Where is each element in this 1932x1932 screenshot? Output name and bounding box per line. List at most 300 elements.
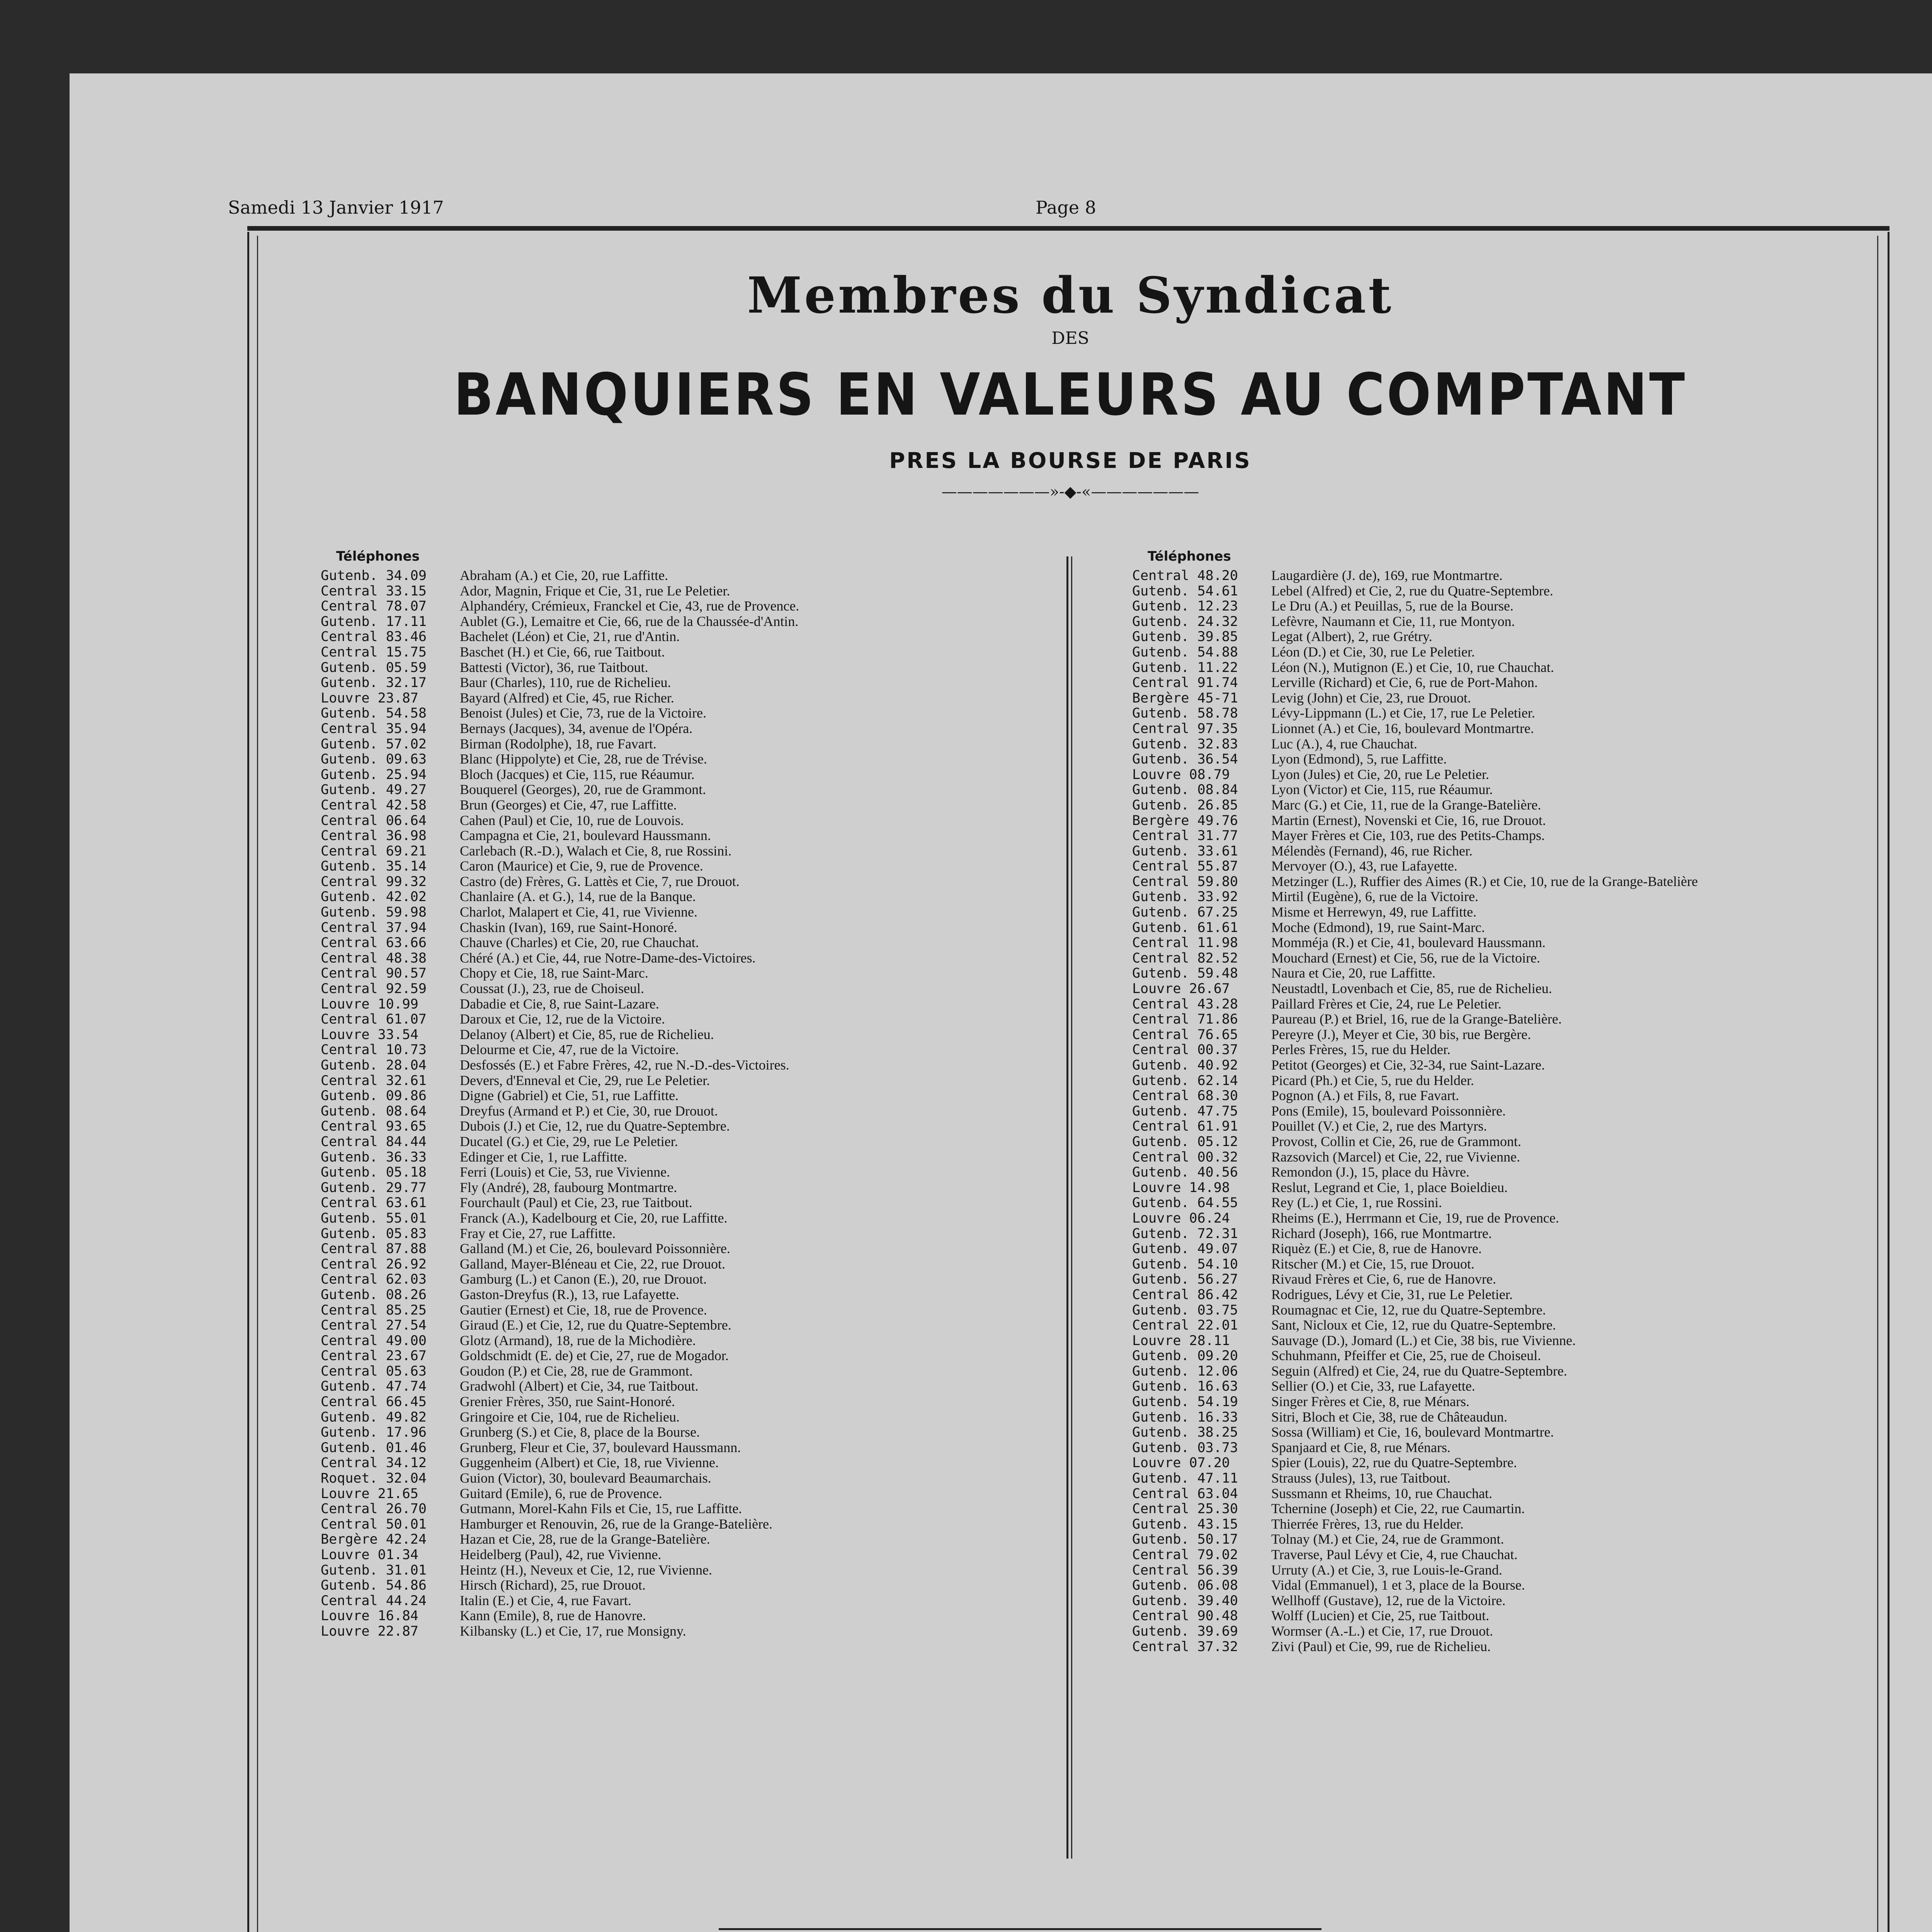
member-phone: Gutenb. 06.08 [1132,1578,1238,1593]
member-phone: Gutenb. 54.58 [321,706,427,721]
member-phone: Central 48.20 [1132,568,1238,583]
member-name: Gaston-Dreyfus (R.), 13, rue Lafayette. [460,1287,679,1302]
member-name: Ferri (Louis) et Cie, 53, rue Vivienne. [460,1165,670,1180]
member-phone: Gutenb. 32.83 [1132,736,1238,752]
member-entry [321,706,1039,721]
title-ornament: ———————»-◆-«——————— [941,483,1199,501]
header-rule [247,226,1889,231]
member-entry [321,859,1039,874]
member-phone: Gutenb. 08.64 [321,1103,427,1119]
member-phone: Central 76.65 [1132,1027,1238,1043]
member-phone: Central 26.70 [321,1501,427,1517]
member-entry [1132,645,1851,660]
member-phone: Gutenb. 57.02 [321,736,427,752]
member-name: Gautier (Ernest) et Cie, 18, rue de Provence. [460,1302,707,1318]
member-entry [1132,1257,1851,1272]
member-phone: Central 15.75 [321,644,427,660]
member-name: Grunberg (S.) et Cie, 8, place de la Bourse. [460,1425,700,1440]
member-name: Galland (M.) et Cie, 26, boulevard Poissonnière. [460,1241,730,1257]
member-entry [321,1440,1039,1456]
members-column-left [321,549,1039,1639]
member-entry [1132,798,1851,813]
member-phone: Louvre 26.67 [1132,981,1230,997]
member-name: Chauve (Charles) et Cie, 20, rue Chauchat. [460,935,699,951]
member-name: Lévy-Lippmann (L.) et Cie, 17, rue Le Peletier. [1271,706,1535,721]
member-name: Galland, Mayer-Bléneau et Cie, 22, rue Drouot. [460,1256,726,1272]
member-phone: Louvre 23.87 [321,690,418,706]
member-phone: Central 35.94 [321,721,427,736]
member-entry [1132,966,1851,981]
member-entry [1132,568,1851,583]
member-entry [1132,1134,1851,1150]
member-name: Perles Frères, 15, rue du Helder. [1271,1042,1451,1058]
member-phone: Bergère 49.76 [1132,813,1238,828]
member-phone: Central 06.64 [321,813,427,828]
member-name: Lionnet (A.) et Cie, 16, boulevard Montmartre. [1271,721,1534,736]
member-name: Gamburg (L.) et Canon (E.), 20, rue Drouot. [460,1272,707,1287]
member-entry [321,1272,1039,1287]
member-phone: Central 23.67 [321,1348,427,1364]
member-phone: Roquet. 32.04 [321,1471,427,1486]
member-entry [321,1501,1039,1517]
member-phone: Central 66.45 [321,1394,427,1410]
member-phone: Central 79.02 [1132,1547,1238,1563]
member-name: Devers, d'Enneval et Cie, 29, rue Le Peletier. [460,1073,710,1088]
member-name: Ritscher (M.) et Cie, 15, rue Drouot. [1271,1256,1475,1272]
member-entry [1132,1104,1851,1119]
member-entry [321,1150,1039,1165]
member-entry [1132,997,1851,1012]
member-name: Gradwohl (Albert) et Cie, 34, rue Taitbout. [460,1379,699,1394]
member-name: Fly (André), 28, faubourg Montmartre. [460,1180,677,1195]
member-name: Carlebach (R.-D.), Walach et Cie, 8, rue Rossini. [460,843,732,859]
member-phone: Gutenb. 01.46 [321,1440,427,1456]
column-divider-2 [1071,556,1072,1859]
member-phone: Gutenb. 47.11 [1132,1471,1238,1486]
member-entry [321,1333,1039,1349]
member-entry [321,828,1039,844]
member-phone: Central 62.03 [321,1272,427,1287]
member-phone: Central 36.98 [321,828,427,844]
member-phone: Gutenb. 05.12 [1132,1134,1238,1150]
member-phone: Gutenb. 08.26 [321,1287,427,1303]
member-name: Blanc (Hippolyte) et Cie, 28, rue de Trévise. [460,752,707,767]
member-phone: Gutenb. 50.17 [1132,1532,1238,1547]
member-entry [321,1348,1039,1364]
member-entry [321,1455,1039,1471]
member-entry [1132,599,1851,614]
member-phone: Central 48.38 [321,950,427,966]
telephones-header: Téléphones [336,549,420,564]
member-name: Edinger et Cie, 1, rue Laffitte. [460,1149,628,1165]
member-phone: Gutenb. 28.04 [321,1058,427,1073]
member-entry [1132,736,1851,752]
member-name: Luc (A.), 4, rue Chauchat. [1271,736,1417,752]
member-entry [321,1088,1039,1104]
member-name: Vidal (Emmanuel), 1 et 3, place de la Bourse. [1271,1578,1525,1593]
member-phone: Gutenb. 03.75 [1132,1302,1238,1318]
member-name: Castro (de) Frères, G. Lattès et Cie, 7, rue Drouot. [460,874,740,889]
member-name: Tchernine (Joseph) et Cie, 22, rue Caumartin. [1271,1501,1525,1517]
member-phone: Central 85.25 [321,1302,427,1318]
running-header [228,197,1658,224]
member-phone: Central 61.91 [1132,1119,1238,1134]
member-phone: Central 32.61 [321,1073,427,1088]
member-name: Léon (N.), Mutignon (E.) et Cie, 10, rue Chauchat. [1271,660,1554,675]
member-name: Kann (Emile), 8, rue de Hanovre. [460,1608,646,1624]
member-name: Dubois (J.) et Cie, 12, rue du Quatre-Septembre. [460,1119,730,1134]
member-phone: Central 00.32 [1132,1149,1238,1165]
member-phone: Central 78.07 [321,599,427,614]
member-entry [321,1394,1039,1410]
member-entry [1132,1287,1851,1303]
member-phone: Central 49.00 [321,1333,427,1349]
member-phone: Central 90.48 [1132,1608,1238,1624]
member-phone: Central 42.58 [321,797,427,813]
member-name: Schuhmann, Pfeiffer et Cie, 25, rue de Choiseul. [1271,1348,1541,1364]
member-name: Riquèz (E.) et Cie, 8, rue de Hanovre. [1271,1241,1482,1257]
member-name: Pouillet (V.) et Cie, 2, rue des Martyrs. [1271,1119,1487,1134]
member-phone: Gutenb. 05.83 [321,1226,427,1242]
member-name: Roumagnac et Cie, 12, rue du Quatre-Septembre. [1271,1302,1546,1318]
member-entry [1132,1517,1851,1532]
member-phone: Central 43.28 [1132,996,1238,1012]
member-name: Traverse, Paul Lévy et Cie, 4, rue Chauchat. [1271,1547,1518,1562]
member-phone: Central 71.86 [1132,1012,1238,1027]
member-name: Aublet (G.), Lemaitre et Cie, 66, rue de la Chaussée-d'Antin. [460,614,799,629]
member-entry [1132,1333,1851,1349]
member-name: Heidelberg (Paul), 42, rue Vivienne. [460,1547,662,1562]
member-phone: Central 83.46 [321,629,427,645]
member-entry [321,1241,1039,1257]
member-entry [321,1195,1039,1211]
member-name: Lerville (Richard) et Cie, 6, rue de Port-Mahon. [1271,675,1538,690]
member-entry [321,1563,1039,1578]
member-name: Thierrée Frères, 13, rue du Helder. [1271,1516,1464,1532]
member-entry [1132,1486,1851,1502]
member-entry [1132,828,1851,844]
member-name: Bayard (Alfred) et Cie, 45, rue Richer. [460,690,674,706]
member-entry [1132,1578,1851,1593]
member-phone: Central 10.73 [321,1042,427,1058]
member-phone: Gutenb. 49.82 [321,1409,427,1425]
member-entry [321,614,1039,629]
member-name: Lebel (Alfred) et Cie, 2, rue du Quatre-Septembre. [1271,583,1553,599]
member-phone: Louvre 10.99 [321,996,418,1012]
member-name: Marc (G.) et Cie, 11, rue de la Grange-Batelière. [1271,797,1541,813]
member-phone: Gutenb. 49.07 [1132,1241,1238,1257]
member-phone: Central 68.30 [1132,1088,1238,1104]
member-entry [321,798,1039,813]
member-name: Sussmann et Rheims, 10, rue Chauchat. [1271,1486,1492,1501]
member-phone: Gutenb. 16.63 [1132,1379,1238,1395]
member-phone: Central 31.77 [1132,828,1238,844]
member-name: Goldschmidt (E. de) et Cie, 27, rue de Mogador. [460,1348,729,1364]
member-phone: Gutenb. 32.17 [321,675,427,690]
member-name: Mervoyer (O.), 43, rue Lafayette. [1271,859,1458,874]
member-entry [1132,1563,1851,1578]
member-name: Martin (Ernest), Novenski et Cie, 16, rue Drouot. [1271,813,1546,828]
member-phone: Gutenb. 05.18 [321,1165,427,1180]
member-entry [321,1211,1039,1226]
member-entry [321,1379,1039,1394]
member-entry [1132,981,1851,997]
title-membres: Membres du Syndicat [747,267,1394,325]
member-name: Levig (John) et Cie, 23, rue Drouot. [1271,690,1471,706]
member-phone: Louvre 28.11 [1132,1333,1230,1349]
member-name: Kilbansky (L.) et Cie, 17, rue Monsigny. [460,1623,686,1639]
member-phone: Gutenb. 64.55 [1132,1195,1238,1211]
member-entry [321,1104,1039,1119]
member-name: Provost, Collin et Cie, 26, rue de Grammont. [1271,1134,1521,1149]
member-name: Sossa (William) et Cie, 16, boulevard Montmartre. [1271,1425,1554,1440]
member-entry [1132,1303,1851,1318]
member-entry [321,752,1039,767]
member-entry [321,1517,1039,1532]
member-name: Heintz (H.), Neveux et Cie, 12, rue Vivienne. [460,1562,712,1578]
member-name: Delanoy (Albert) et Cie, 85, rue de Richelieu. [460,1027,714,1042]
member-phone: Gutenb. 39.69 [1132,1623,1238,1639]
member-entry [321,874,1039,889]
header-page: Page 8 [1036,197,1096,218]
member-name: Fray et Cie, 27, rue Laffitte. [460,1226,616,1241]
member-entry [321,1165,1039,1180]
member-entry [1132,1211,1851,1226]
member-name: Legat (Albert), 2, rue Grétry. [1271,629,1432,645]
member-phone: Gutenb. 58.78 [1132,706,1238,721]
member-name: Guion (Victor), 30, boulevard Beaumarchais. [460,1471,711,1486]
member-name: Glotz (Armand), 18, rue de la Michodière. [460,1333,696,1348]
member-name: Seguin (Alfred) et Cie, 24, rue du Quatre-Septembre. [1271,1363,1567,1379]
member-entry [321,997,1039,1012]
member-name: Misme et Herrewyn, 49, rue Laffitte. [1271,905,1477,920]
member-entry [1132,1073,1851,1088]
member-name: Dabadie et Cie, 8, rue Saint-Lazare. [460,996,659,1012]
member-entry [321,645,1039,660]
member-name: Léon (D.) et Cie, 30, rue Le Peletier. [1271,644,1475,660]
member-name: Metzinger (L.), Ruffier des Aimes (R.) et Cie, 10, rue de la Grange-Batelière [1271,874,1698,889]
member-entry [321,568,1039,583]
member-phone: Gutenb. 25.94 [321,767,427,782]
member-entry [1132,690,1851,706]
member-phone: Gutenb. 33.92 [1132,889,1238,905]
member-name: Baur (Charles), 110, rue de Richelieu. [460,675,671,690]
member-name: Strauss (Jules), 13, rue Taitbout. [1271,1471,1451,1486]
member-entry [321,844,1039,859]
member-phone: Gutenb. 49.27 [321,782,427,798]
member-entry [1132,889,1851,905]
member-name: Naura et Cie, 20, rue Laffitte. [1271,966,1436,981]
member-phone: Gutenb. 38.25 [1132,1425,1238,1440]
member-entry [321,1593,1039,1609]
member-name: Petitot (Georges) et Cie, 32-34, rue Saint-Lazare. [1271,1058,1545,1073]
member-phone: Central 50.01 [321,1516,427,1532]
member-entry [321,1578,1039,1593]
member-phone: Central 93.65 [321,1119,427,1134]
member-name: Daroux et Cie, 12, rue de la Victoire. [460,1012,665,1027]
member-phone: Gutenb. 09.63 [321,752,427,767]
member-entry [321,1410,1039,1425]
member-entry [1132,1501,1851,1517]
member-entry [321,1012,1039,1027]
member-name: Laugardière (J. de), 169, rue Montmartre. [1271,568,1503,583]
member-phone: Central 86.42 [1132,1287,1238,1303]
member-entry [1132,813,1851,828]
member-phone: Central 63.66 [321,935,427,951]
member-name: Bouquerel (Georges), 20, rue de Grammont. [460,782,706,798]
member-entry [1132,1624,1851,1639]
member-name: Lefèvre, Naumann et Cie, 11, rue Montyon. [1271,614,1515,629]
member-entry [1132,782,1851,798]
member-entry [321,1042,1039,1058]
member-name: Italin (E.) et Cie, 4, rue Favart. [460,1593,631,1608]
member-entry [1132,1180,1851,1196]
member-phone: Louvre 22.87 [321,1623,418,1639]
member-name: Rivaud Frères et Cie, 6, rue de Hanovre. [1271,1272,1496,1287]
member-name: Wormser (A.-L.) et Cie, 17, rue Drouot. [1271,1623,1493,1639]
member-phone: Central 90.57 [321,966,427,981]
member-name: Hamburger et Renouvin, 26, rue de la Grange-Batelière. [460,1516,773,1532]
member-phone: Gutenb. 35.14 [321,859,427,874]
member-phone: Louvre 01.34 [321,1547,418,1563]
member-name: Chopy et Cie, 18, rue Saint-Marc. [460,966,648,981]
member-name: Mélendès (Fernand), 46, rue Richer. [1271,843,1473,859]
member-phone: Gutenb. 09.20 [1132,1348,1238,1364]
member-name: Delourme et Cie, 47, rue de la Victoire. [460,1042,679,1058]
member-entry [1132,1027,1851,1043]
member-phone: Louvre 06.24 [1132,1210,1230,1226]
member-entry [1132,1608,1851,1624]
member-name: Gutmann, Morel-Kahn Fils et Cie, 15, rue Laffitte. [460,1501,742,1517]
member-phone: Gutenb. 39.85 [1132,629,1238,645]
member-phone: Central 91.74 [1132,675,1238,690]
member-entry [1132,629,1851,645]
member-name: Chanlaire (A. et G.), 14, rue de la Banque. [460,889,696,905]
member-entry [1132,1547,1851,1563]
member-name: Ducatel (G.) et Cie, 29, rue Le Peletier. [460,1134,678,1149]
member-entry [1132,1119,1851,1134]
member-entry [1132,951,1851,966]
member-entry [1132,874,1851,889]
member-name: Pons (Emile), 15, boulevard Poissonnière. [1271,1103,1506,1119]
member-entry [1132,752,1851,767]
member-phone: Central 25.30 [1132,1501,1238,1517]
member-entry [321,1547,1039,1563]
member-phone: Central 22.01 [1132,1318,1238,1333]
member-phone: Gutenb. 72.31 [1132,1226,1238,1242]
member-entry [1132,1593,1851,1609]
member-name: Fourchault (Paul) et Cie, 23, rue Taitbout. [460,1195,692,1211]
member-entry [321,1471,1039,1486]
member-name: Brun (Georges) et Cie, 47, rue Laffitte. [460,797,677,813]
member-name: Richard (Joseph), 166, rue Montmartre. [1271,1226,1492,1241]
member-phone: Gutenb. 47.74 [321,1379,427,1395]
member-entry [1132,1425,1851,1440]
member-name: Dreyfus (Armand et P.) et Cie, 30, rue Drouot. [460,1103,718,1119]
member-phone: Central 37.32 [1132,1639,1238,1655]
member-name: Urruty (A.) et Cie, 3, rue Louis-le-Grand. [1271,1562,1502,1578]
member-name: Rey (L.) et Cie, 1, rue Rossini. [1271,1195,1442,1211]
member-name: Moche (Edmond), 19, rue Saint-Marc. [1271,920,1485,935]
member-entry [1132,935,1851,951]
member-phone: Gutenb. 36.54 [1132,752,1238,767]
member-phone: Central 56.39 [1132,1562,1238,1578]
member-entry [1132,767,1851,782]
member-phone: Gutenb. 05.59 [321,660,427,675]
member-name: Neustadtl, Lovenbach et Cie, 85, rue de Richelieu. [1271,981,1552,997]
member-phone: Central 26.92 [321,1256,427,1272]
member-entry [321,1058,1039,1073]
member-phone: Gutenb. 26.85 [1132,797,1238,813]
member-name: Paillard Frères et Cie, 24, rue Le Peletier. [1271,996,1502,1012]
member-phone: Louvre 14.98 [1132,1180,1230,1196]
member-entry [321,1364,1039,1379]
member-name: Mirtil (Eugène), 6, rue de la Victoire. [1271,889,1478,905]
member-phone: Central 97.35 [1132,721,1238,736]
member-phone: Gutenb. 17.96 [321,1425,427,1440]
member-phone: Gutenb. 43.15 [1132,1516,1238,1532]
member-phone: Gutenb. 54.19 [1132,1394,1238,1410]
member-phone: Louvre 08.79 [1132,767,1230,782]
title-des: DES [1051,328,1089,348]
member-entry [1132,1272,1851,1287]
member-phone: Gutenb. 40.56 [1132,1165,1238,1180]
member-name: Battesti (Victor), 36, rue Taitbout. [460,660,648,675]
member-entry [1132,1440,1851,1456]
member-name: Chaskin (Ivan), 169, rue Saint-Honoré. [460,920,677,935]
member-phone: Louvre 07.20 [1132,1455,1230,1471]
member-phone: Gutenb. 29.77 [321,1180,427,1196]
member-phone: Gutenb. 47.75 [1132,1103,1238,1119]
member-name: Rheims (E.), Herrmann et Cie, 19, rue de Provence. [1271,1210,1559,1226]
member-name: Franck (A.), Kadelbourg et Cie, 20, rue Laffitte. [460,1210,728,1226]
member-entry [321,782,1039,798]
member-phone: Gutenb. 24.32 [1132,614,1238,629]
member-phone: Gutenb. 42.02 [321,889,427,905]
member-name: Guitard (Emile), 6, rue de Provence. [460,1486,662,1501]
member-entry [321,599,1039,614]
member-name: Bernays (Jacques), 34, avenue de l'Opéra. [460,721,693,736]
member-name: Razsovich (Marcel) et Cie, 22, rue Vivienne. [1271,1149,1520,1165]
member-phone: Central 37.94 [321,920,427,935]
member-entry [321,1486,1039,1502]
member-entry [1132,1364,1851,1379]
member-phone: Central 34.12 [321,1455,427,1471]
member-entry [321,1318,1039,1333]
member-entry [321,721,1039,736]
member-name: Lyon (Edmond), 5, rue Laffitte. [1271,752,1447,767]
member-entry [321,1073,1039,1088]
member-entry [321,951,1039,966]
member-entry [1132,1195,1851,1211]
member-name: Chéré (A.) et Cie, 44, rue Notre-Dame-des-Victoires. [460,950,756,966]
member-name: Spanjaard et Cie, 8, rue Ménars. [1271,1440,1451,1455]
member-phone: Gutenb. 39.40 [1132,1593,1238,1609]
member-entry [321,1624,1039,1639]
member-name: Pereyre (J.), Meyer et Cie, 30 bis, rue Bergère. [1271,1027,1531,1042]
member-phone: Gutenb. 54.61 [1132,583,1238,599]
member-entry [1132,1042,1851,1058]
member-name: Abraham (A.) et Cie, 20, rue Laffitte. [460,568,668,583]
member-phone: Central 82.52 [1132,950,1238,966]
member-entry [1132,1318,1851,1333]
member-entry [321,1425,1039,1440]
member-name: Coussat (J.), 23, rue de Choiseul. [460,981,644,997]
member-name: Sitri, Bloch et Cie, 38, rue de Châteaudun. [1271,1409,1507,1425]
telephones-header: Téléphones [1148,549,1231,564]
member-entry [321,1303,1039,1318]
member-entry [321,813,1039,828]
